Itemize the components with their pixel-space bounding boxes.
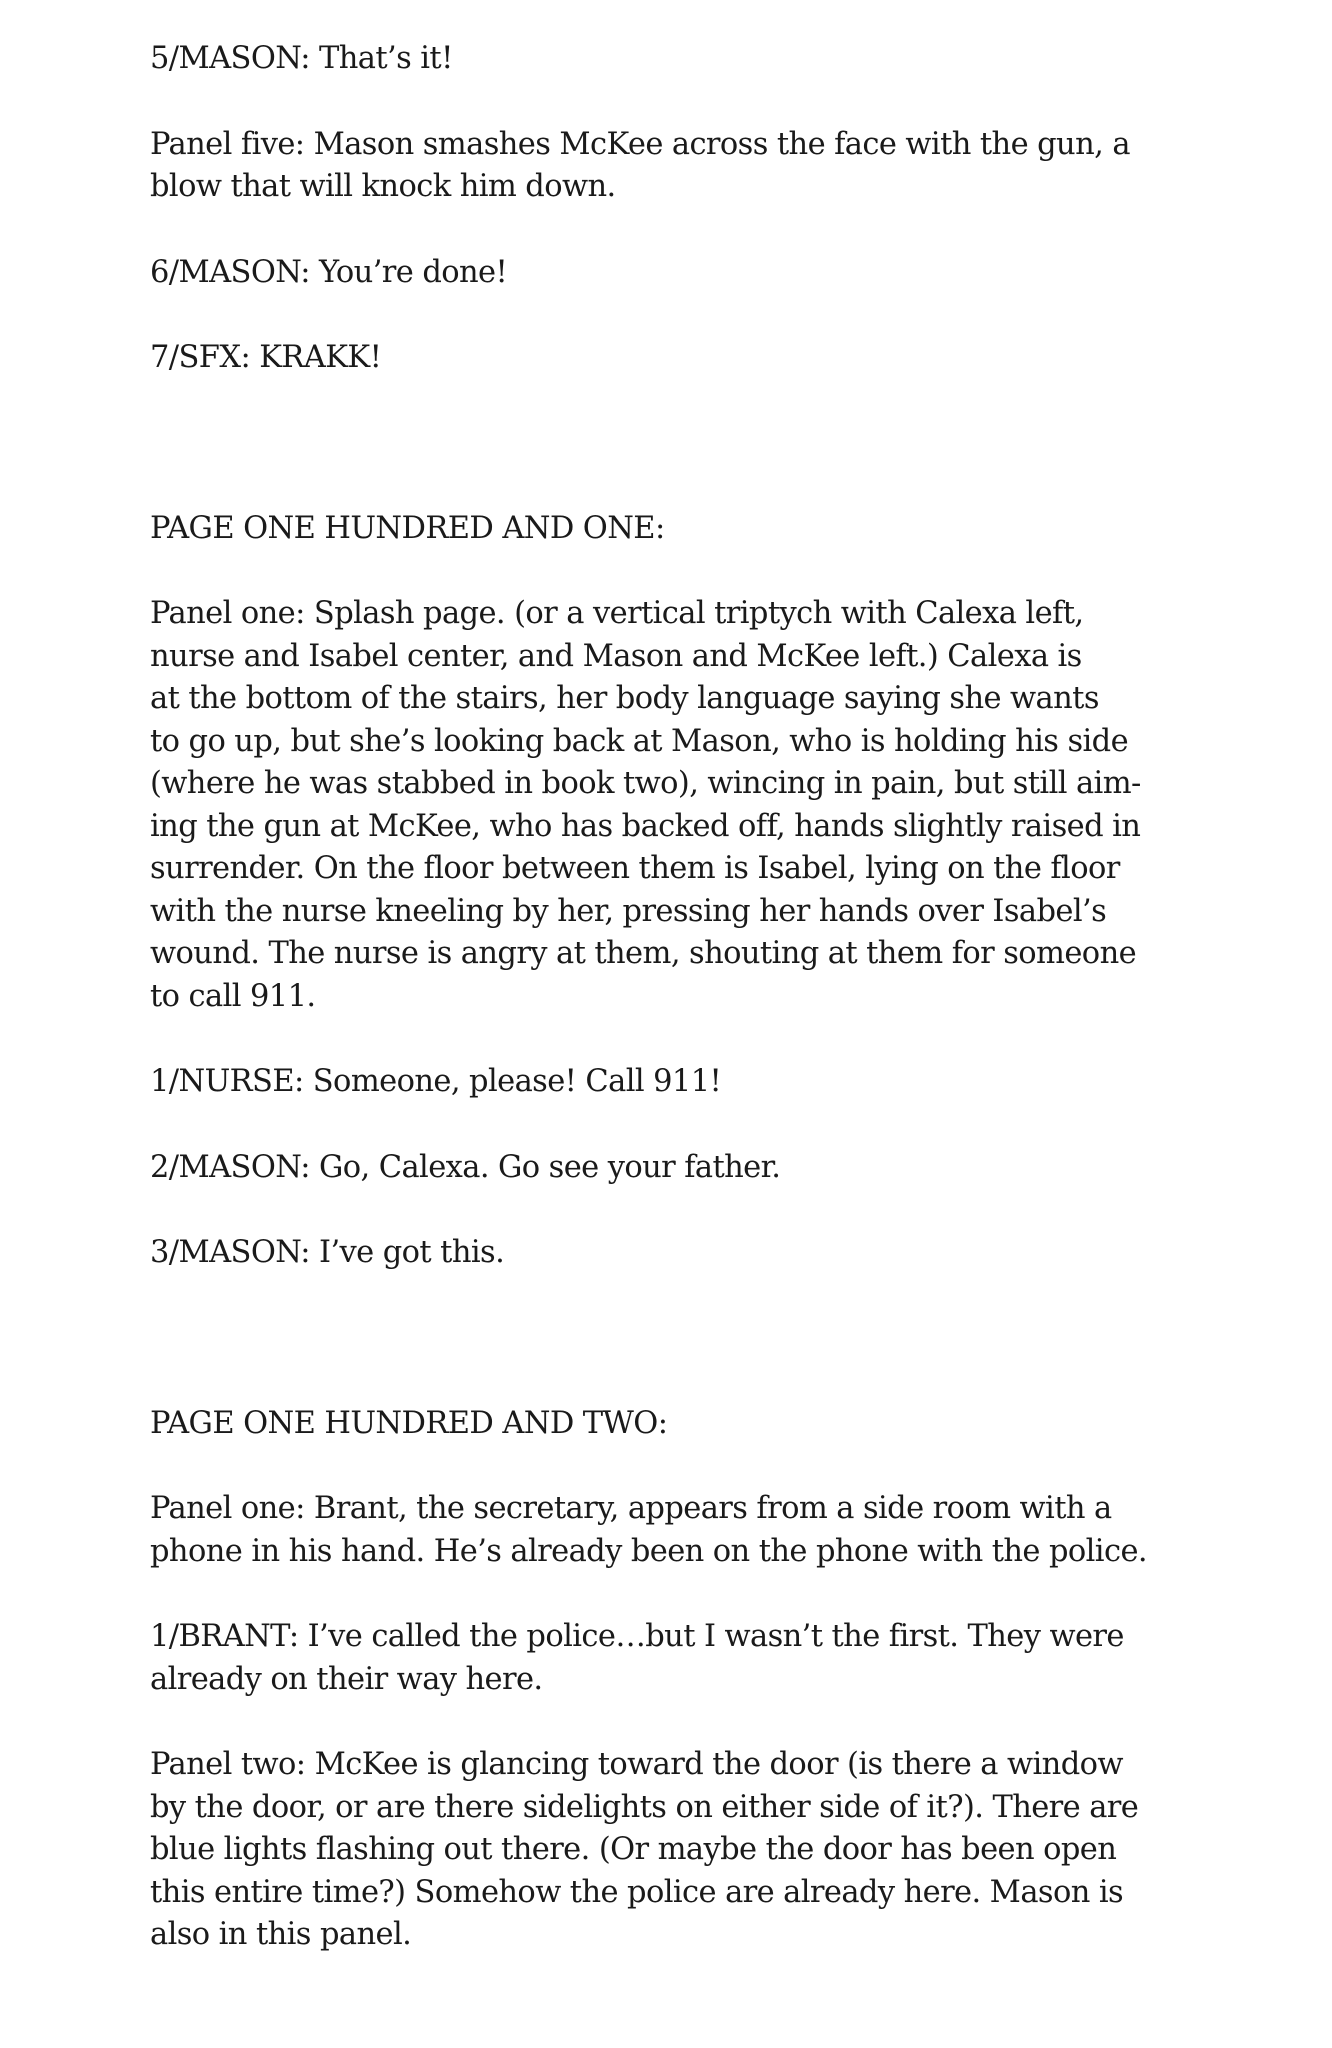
dialogue-nurse-1: 1/NURSE: Someone, please! Call 911!: [150, 1064, 722, 1099]
dialogue-mason-5: 5/MASON: That’s it!: [150, 41, 453, 76]
dialogue-mason-6: 6/MASON: You’re done!: [150, 254, 508, 290]
page-101-panel-one: Panel one: Splash page. (or a vertical triptych with Calexa left, nurse and Isabel center, and Mason and McKee left.) Calexa is at the bottom of the stairs, her body language saying she wants to go up, but she’s looking back at Mason, who is holding his side (where he was stabbed in book two), wincing in pain, but still aim- ing the gun at McKee, who has backed off, hands slightly raised in surrender. On the floor between them is Isabel, lying on the floor with the nurse kneeling by her, pressing her hands over Isabel’s wound. The nurse is angry at them, shouting at them for someone to call 911.: [150, 596, 1141, 1014]
page-102-heading: PAGE ONE HUNDRED AND TWO:: [150, 1405, 668, 1441]
page-102-panel-one: Panel one: Brant, the secretary, appears from a side room with a phone in his hand. He’s already been on the phone with the police.: [150, 1491, 1147, 1569]
panel-five-description: Panel five: Mason smashes McKee across the face with the gun, a blow that will knock him down.: [150, 126, 1130, 204]
page-102-panel-two: Panel two: McKee is glancing toward the door (is there a window by the door, or are there sidelights on either side of it?). There are blue lights flashing out there. (Or maybe the door has been open this entire time?) Somehow the police are already here. Mason is also in this panel.: [150, 1747, 1139, 1952]
sfx-7: 7/SFX: KRAKK!: [150, 340, 382, 375]
dialogue-brant-1: 1/BRANT: I’ve called the police…but I wasn’t the first. They were already on their way here.: [150, 1619, 1124, 1697]
dialogue-mason-3: 3/MASON: I’ve got this.: [150, 1235, 505, 1270]
page-101-heading: PAGE ONE HUNDRED AND ONE:: [150, 510, 665, 546]
script-content: [150, 38, 1280, 1957]
dialogue-mason-2: 2/MASON: Go, Calexa. Go see your father.: [150, 1149, 781, 1185]
